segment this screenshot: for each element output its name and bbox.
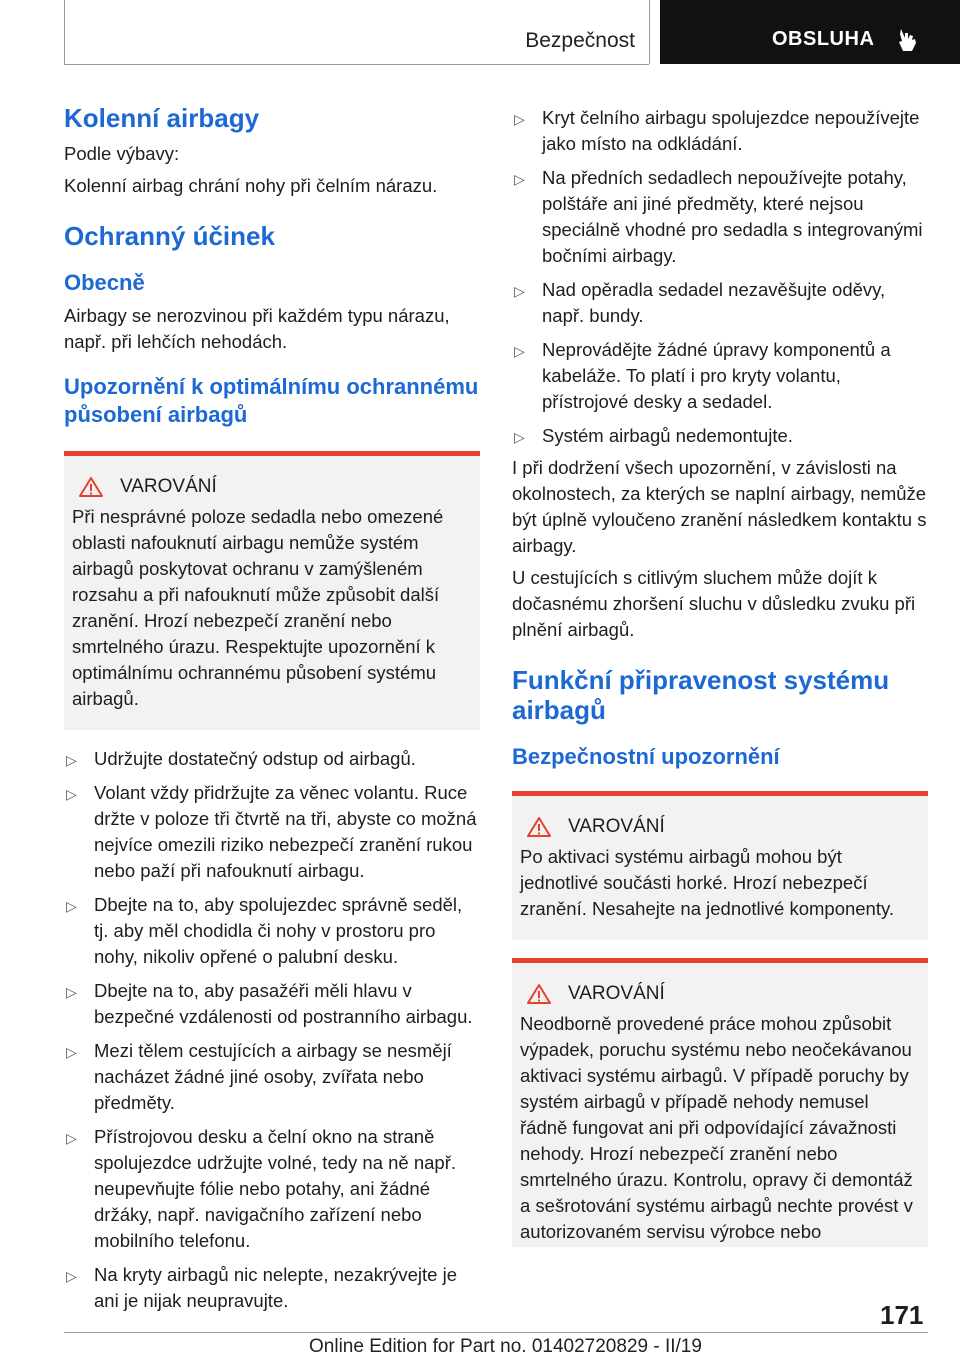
triangle-bullet-icon: ▷ [514,343,525,359]
list-item: ▷ Dbejte na to, aby spolujezdec správně seděl, tj. aby měl chodidla či nohy v prostoru pro nohy, nikoliv opřené o palubní desku. [66,894,463,967]
header-section-label: Bezpečnost [525,29,635,52]
warning-title: VAROVÁNÍ [568,983,665,1004]
list-item: ▷ Volant vždy přidržujte za věnec volantu. Ruce držte v poloze tři čtvrtě na tři, abyste co možná nejvíce omezili riziko nebezpečí zranění rukou nebo paží při nafouknutí airbagu. [66,782,477,881]
footer-edition: Online Edition for Part no. 01402720829 - II/19 [309,1336,702,1357]
triangle-bullet-icon: ▷ [66,1044,77,1060]
warning-text: Při nesprávné poloze sedadla nebo omezené oblasti nafouknutí airbagu nemůže systém airbagů poskytovat ochranu v zamýšleném rozsahu a při nafouknutí může způsobit další zranění. Hrozí nebezpečí zranění nebo smrtelného úrazu. Respektujte upozornění k optimálnímu ochrannému působení systému airbagů. [72,506,444,709]
heading-optimal-protection: Upozornění k optimálnímu ochrannému působení airbagů [64,374,479,427]
list-item: ▷ Neprovádějte žádné úpravy komponentů a kabeláže. To platí i pro kryty volantu, přístrojové desky a sedadel. [514,339,891,412]
triangle-bullet-icon: ▷ [66,984,77,1000]
warning-box [512,958,928,1247]
warning-triangle-icon [526,983,552,1005]
triangle-bullet-icon: ▷ [514,171,525,187]
triangle-bullet-icon: ▷ [66,786,77,802]
list-item: ▷ Dbejte na to, aby pasažéři měli hlavu v bezpečné vzdálenosti od postranního airbagu. [66,980,473,1027]
footer-rule [64,1332,928,1333]
triangle-bullet-icon: ▷ [66,1130,77,1146]
list-item: ▷ Na kryty airbagů nic nelepte, nezakrývejte je ani je nijak neupravujte. [66,1264,457,1311]
warning-box [64,451,480,730]
left-bullet-list [64,746,480,1314]
warning-title: VAROVÁNÍ [568,816,665,837]
triangle-bullet-icon: ▷ [514,111,525,127]
list-item: ▷ Udržujte dostatečný odstup od airbagů. [64,746,480,772]
warning-text: Po aktivaci systému airbagů mohou být jednotlivé součásti horké. Hrozí nebezpečí zranění. Nesahejte na jednotlivé komponenty. [520,846,895,919]
list-item: ▷ Kryt čelního airbagu spolujezdce nepoužívejte jako místo na odkládání. [514,107,920,154]
warning-box [512,791,928,940]
general-text: Airbagy se nerozvinou při každém typu nárazu, např. při lehčích nehodách. [64,305,450,352]
warning-triangle-icon [526,816,552,838]
list-item: ▷ Mezi tělem cestujících a airbagy se nesmějí nacházet žádné jiné osoby, zvířata nebo předměty. [66,1040,452,1113]
page-number: 171 [880,1300,924,1330]
list-item: ▷ Na předních sedadlech nepoužívejte potahy, polštáře ani jiné předměty, které nejsou speciálně vhodné pro sedadla s integrovanými bočními airbagy. [514,167,923,266]
heading-knee-airbags: Kolenní airbagy [64,103,260,133]
list-item: ▷ Přístrojovou desku a čelní okno na straně spolujezdce udržujte volné, tedy na ně např. neupevňujte fólie nebo potahy, ani žádné držáky, např. navigačního zařízení nebo mobilního telefonu. [66,1126,457,1251]
right-column [512,100,928,1247]
triangle-bullet-icon: ▷ [514,429,525,445]
hand-pointer-icon [896,26,918,52]
header-chapter-tab [660,0,960,64]
triangle-bullet-icon: ▷ [66,898,77,914]
header-section-tab [440,0,650,64]
warning-text: Neodborně provedené práce mohou způsobit výpadek, poruchu systému nebo neočekávanou aktivaci systému airbagů. V případě poruchy by systém airbagů v případě nehody nemusel řádně fungovat ani při odpovídající závažnosti nehody. Hrozí nebezpečí zranění nebo smrtelného úrazu. Kontrolu, opravy či demontáž a sešrotování systému airbagů nechte provést v autorizovaném servisu výrobce nebo [520,1013,913,1242]
list-item: ▷ Systém airbagů nedemontujte. [512,423,928,449]
right-bullet-list [512,105,928,449]
heading-safety-notes: Bezpečnostní upozornění [512,744,780,769]
warning-triangle-icon [78,476,104,498]
left-column [64,100,480,1322]
knee-airbag-text: Kolenní airbag chrání nohy při čelním nárazu. [64,175,438,196]
hearing-text: U cestujících s citlivým sluchem může dojít k dočasnému zhoršení sluchu v důsledku zvuku při plnění airbagů. [512,567,916,640]
triangle-bullet-icon: ▷ [66,752,77,768]
heading-airbag-readiness: Funkční připravenost systému airbagů [512,665,890,725]
heading-protective-effect: Ochranný účinek [64,221,275,251]
all-notes-text: I při dodržení všech upozornění, v závislosti na okolnostech, za kterých se naplní airbagy, nemůže být úplně vyloučeno zranění následkem kontaktu s airbagy. [512,457,927,556]
header-chapter-label: OBSLUHA [772,28,875,50]
list-item: ▷ Nad opěradla sedadel nezavěšujte oděvy, např. bundy. [514,279,886,326]
header-left-line [64,0,65,64]
triangle-bullet-icon: ▷ [66,1268,77,1284]
heading-general: Obecně [64,270,145,295]
triangle-bullet-icon: ▷ [514,283,525,299]
warning-title: VAROVÁNÍ [120,476,217,497]
variant-note: Podle výbavy: [64,143,180,164]
header-rule [64,64,649,65]
